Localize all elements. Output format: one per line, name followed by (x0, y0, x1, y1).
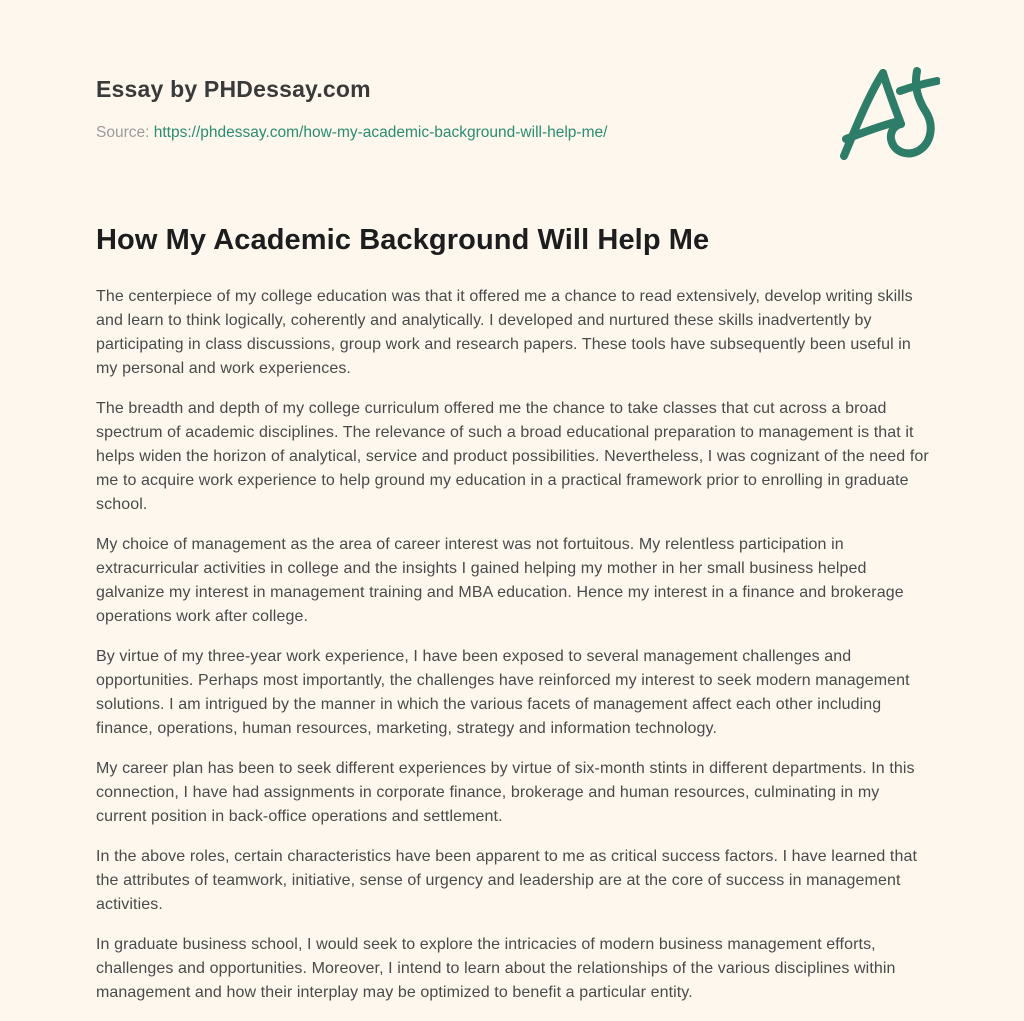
phdessay-a-plus-logo-icon (840, 64, 940, 164)
source-link[interactable]: https://phdessay.com/how-my-academic-background-will-help-me/ (153, 124, 608, 141)
source-line (96, 124, 928, 142)
essay-content (96, 224, 932, 1021)
essay-paragraph: The centerpiece of my college education was that it offered me a chance to read extensively, develop writing skills and learn to think logically, coherently and analytically. I developed and nurtured these skills inadvertently by participating in class discussions, group work and research papers. These tools have subsequently been useful in my personal and work experiences. (96, 288, 913, 377)
page-header (96, 0, 928, 142)
essay-paragraph: By virtue of my three-year work experience, I have been exposed to several management challenges and opportunities. Perhaps most importantly, the challenges have reinforced my interest to seek modern management solutions. I am intrigued by the manner in which the various facets of management affect each other including finance, operations, human resources, marketing, strategy and information technology. (96, 648, 910, 737)
essay-paragraph: In graduate business school, I would seek to explore the intricacies of modern business management efforts, challenges and opportunities. Moreover, I intend to learn about the relationships of the various disciplines within management and how their interplay may be optimized to benefit a particular entity. (96, 936, 896, 1001)
essay-paragraph: The breadth and depth of my college curriculum offered me the chance to take classes that cut across a broad spectrum of academic disciplines. The relevance of such a broad educational preparation to management is that it helps widen the horizon of analytical, service and product possibilities. Nevertheless, I was cognizant of the need for me to acquire work experience to help ground my education in a practical framework prior to enrolling in graduate school. (96, 400, 929, 513)
essay-title: How My Academic Background Will Help Me (96, 224, 710, 256)
site-header-title: Essay by PHDessay.com (96, 76, 371, 102)
source-label: Source: (96, 124, 150, 141)
essay-paragraph: In the above roles, certain characteristics have been apparent to me as critical success factors. I have learned that the attributes of teamwork, initiative, sense of urgency and leadership are at the core of success in management activities. (96, 848, 918, 913)
essay-paragraph: My career plan has been to seek different experiences by virtue of six-month stints in different departments. In this connection, I have had assignments in corporate finance, brokerage and human resources, culminating in my current position in back-office operations and settlement. (96, 760, 915, 825)
essay-paragraph: My choice of management as the area of career interest was not fortuitous. My relentless participation in extracurricular activities in college and the insights I gained helping my mother in her small business helped galvanize my interest in management training and MBA education. Hence my interest in a finance and brokerage operations work after college. (96, 536, 904, 625)
